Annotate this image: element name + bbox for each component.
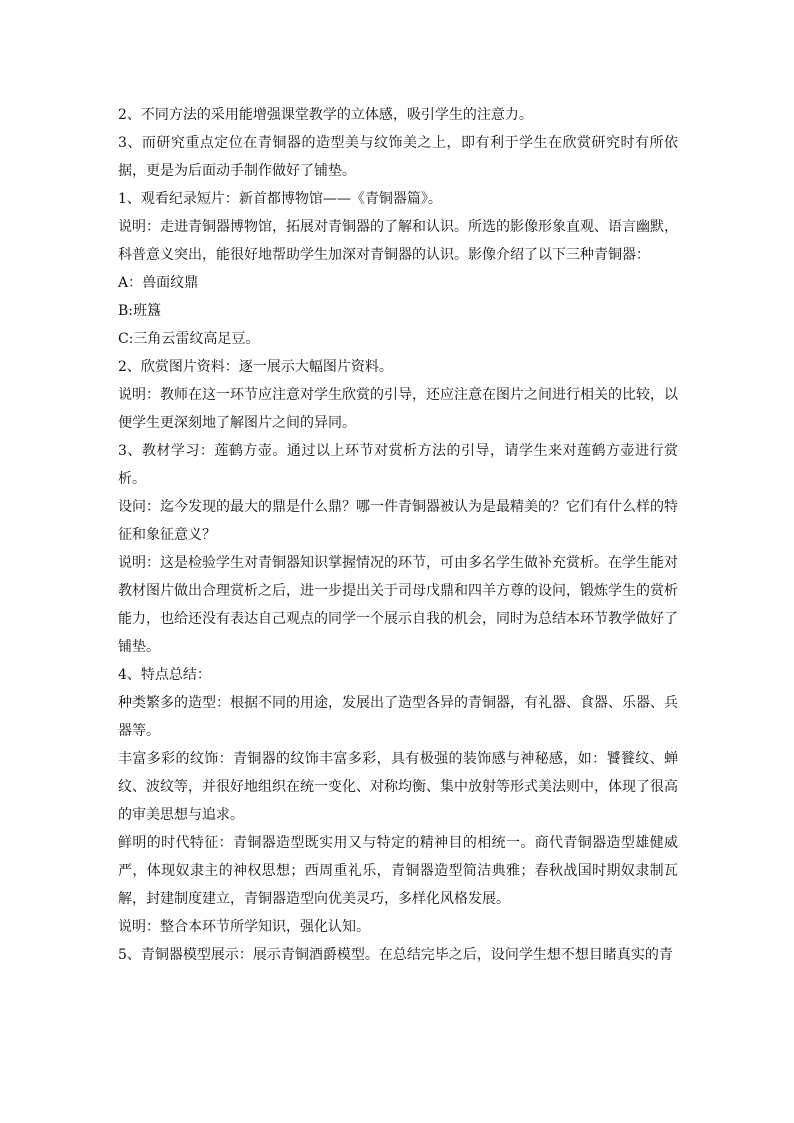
- paragraph-step-model: 5、青铜器模型展示：展示青铜酒爵模型。在总结完毕之后，设问学生想不想目睹真实的青: [118, 947, 673, 963]
- document-body: [118, 101, 678, 969]
- paragraph-item-a: A：兽面纹鼎: [118, 275, 199, 291]
- paragraph-summary-note: 说明：整合本环节所学知识，强化认知。: [118, 919, 370, 935]
- paragraph-step-summary: 4、特点总结：: [118, 667, 211, 683]
- paragraph-shapes: 种类繁多的造型：根据不同的用途，发展出了造型各异的青铜器，有礼器、食器、乐器、兵器等。: [118, 695, 678, 739]
- paragraph-step-documentary: 1、观看纪录短片：新首都博物馆——《青铜器篇》。: [118, 191, 442, 207]
- paragraph-method-benefit: 2、不同方法的采用能增强课堂教学的立体感，吸引学生的注意力。: [118, 107, 533, 123]
- paragraph-step-textbook: 3、教材学习：莲鹤方壶。通过以上环节对赏析方法的引导，请学生来对莲鹤方壶进行赏析。: [118, 443, 678, 487]
- paragraph-item-b: B:班簋: [118, 303, 162, 319]
- paragraph-pictures-note: 说明：教师在这一环节应注意对学生欣赏的引导，还应注意在图片之间进行相关的比较，以便学生更深刻地了解图片之间的异同。: [118, 387, 678, 431]
- paragraph-documentary-note: 说明：走进青铜器博物馆，拓展对青铜器的了解和认识。所选的影像形象直观、语言幽默，科普意义突出，能很好地帮助学生加深对青铜器的认识。影像介绍了以下三种青铜器：: [118, 219, 678, 263]
- paragraph-era: 鲜明的时代特征：青铜器造型既实用又与特定的精神目的相统一。商代青铜器造型雄健威严，体现奴隶主的神权思想；西周重礼乐，青铜器造型简洁典雅；春秋战国时期奴隶制瓦解，封建制度建立，青铜器造型向优美灵巧，多样化风格发展。: [118, 835, 678, 907]
- paragraph-question: 设问：迄今发现的最大的鼎是什么鼎？哪一件青铜器被认为是最精美的？它们有什么样的特征和象征意义？: [118, 499, 678, 543]
- paragraph-step-pictures: 2、欣赏图片资料：逐一展示大幅图片资料。: [118, 359, 393, 375]
- paragraph-patterns: 丰富多彩的纹饰：青铜器的纹饰丰富多彩，具有极强的装饰感与神秘感，如：饕餮纹、蝉纹、波纹等，并很好地组织在统一变化、对称均衡、集中放射等形式美法则中，体现了很高的审美思想与追求。: [118, 751, 678, 823]
- paragraph-textbook-note: 说明：这是检验学生对青铜器知识掌握情况的环节，可由多名学生做补充赏析。在学生能对教材图片做出合理赏析之后，进一步提出关于司母戊鼎和四羊方尊的设问，锻炼学生的赏析能力，也给还没有表达自己观点的同学一个展示自我的机会，同时为总结本环节教学做好了铺垫。: [118, 555, 678, 655]
- paragraph-item-c: C:三角云雷纹高足豆。: [118, 331, 260, 347]
- paragraph-research-focus: 3、而研究重点定位在青铜器的造型美与纹饰美之上，即有利于学生在欣赏研究时有所依据，更是为后面动手制作做好了铺垫。: [118, 135, 678, 179]
